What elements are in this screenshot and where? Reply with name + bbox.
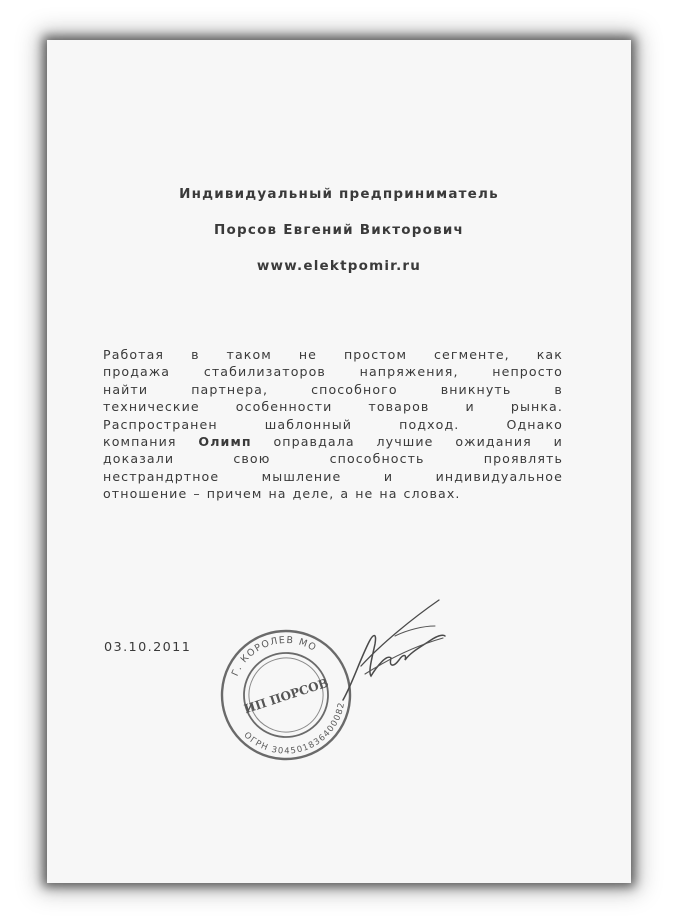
body-word: Распространен <box>103 416 218 432</box>
document-page <box>47 40 631 883</box>
body-word: а <box>340 486 350 502</box>
body-word: доказали <box>103 451 175 467</box>
body-word: словах. <box>403 486 461 502</box>
body-line <box>103 381 563 398</box>
body-word: особенности <box>235 399 333 415</box>
body-word: проявлять <box>483 451 563 467</box>
body-word: и <box>553 434 563 450</box>
body-word: товаров <box>368 399 430 415</box>
letter-body <box>103 346 563 503</box>
body-word: в <box>554 381 563 397</box>
body-word: стабилизаторов <box>203 364 326 380</box>
body-word: на <box>268 486 287 502</box>
header-website: www.elektpomir.ru <box>256 258 422 274</box>
body-word: способного <box>311 381 398 397</box>
body-word: Работая <box>103 347 165 362</box>
stamp-center-text: ИП ПОРСОВ <box>242 675 331 717</box>
body-line <box>103 398 563 415</box>
body-line <box>103 468 563 485</box>
body-word: как <box>536 347 563 362</box>
body-line <box>103 433 563 450</box>
body-word: продажа <box>103 364 171 380</box>
stamp-bottom-arc: ОГРН 304501836400082 <box>241 701 348 757</box>
header-title: Индивидуальный предприниматель <box>179 186 499 202</box>
body-word: подход. <box>399 416 460 432</box>
body-word: мышление <box>261 468 342 484</box>
body-word: не <box>298 347 318 362</box>
body-word: не <box>355 486 374 502</box>
body-word: нестрандртное <box>103 468 220 484</box>
body-word: непросто <box>492 364 563 380</box>
body-word: и <box>383 468 394 484</box>
body-line <box>103 450 563 467</box>
body-word: найти <box>103 381 149 397</box>
body-word: свою <box>233 451 271 467</box>
body-word: партнера, <box>191 381 269 397</box>
body-word: ожидания <box>455 434 532 450</box>
body-line <box>103 346 563 363</box>
body-word: Олимп <box>198 434 252 450</box>
body-word: компания <box>103 434 177 450</box>
body-word: лучшие <box>376 434 434 450</box>
body-word: технические <box>103 399 200 415</box>
body-word: отношение <box>103 486 188 502</box>
body-word: простом <box>343 347 408 362</box>
header-name: Порсов Евгений Викторович <box>214 222 464 238</box>
handwritten-signature <box>335 596 447 706</box>
body-word: в <box>191 347 200 362</box>
body-word: сегменте, <box>434 347 510 362</box>
body-word: причем <box>206 486 263 502</box>
body-line <box>103 485 563 502</box>
body-word: напряжения, <box>359 364 459 380</box>
body-word: вникнуть <box>440 381 512 397</box>
body-line <box>103 416 563 433</box>
body-word: рынка. <box>510 399 563 415</box>
letter-date: 03.10.2011 <box>104 640 192 655</box>
body-word: способность <box>329 451 425 467</box>
body-word: Однако <box>506 416 563 432</box>
stamp-top-arc: Г. КОРОЛЕВ МО <box>229 634 319 678</box>
body-word: и <box>465 399 475 415</box>
body-line <box>103 363 563 380</box>
body-word: деле, <box>292 486 335 502</box>
body-word: на <box>379 486 398 502</box>
body-word: оправдала <box>273 434 355 450</box>
body-word: – <box>193 486 201 502</box>
body-word: индивидуальное <box>435 468 563 484</box>
body-word: таком <box>226 347 272 362</box>
body-word: шаблонный <box>264 416 353 432</box>
